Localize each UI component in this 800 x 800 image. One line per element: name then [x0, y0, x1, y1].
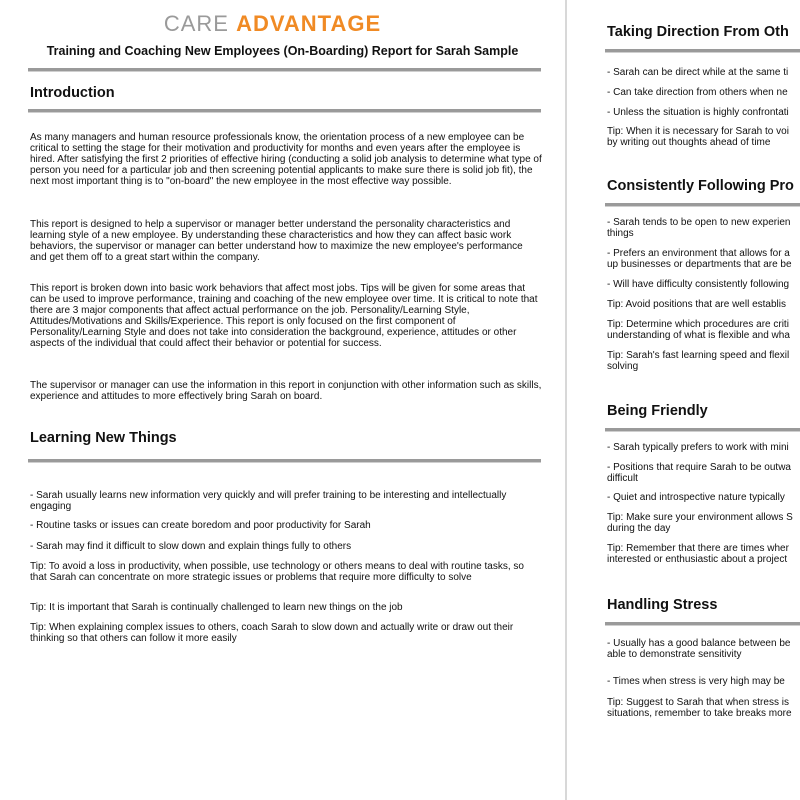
procedures-tip: Tip: Determine which procedures are criti — [607, 319, 789, 330]
procedures-tip: solving — [607, 361, 639, 372]
stress-item: able to demonstrate sensitivity — [607, 649, 742, 660]
learning-tip: Tip: It is important that Sarah is continually challenged to learn new things on the job — [30, 602, 403, 613]
report-page-right — [567, 0, 800, 800]
learning-item: - Routine tasks or issues can create boredom and poor productivity for Sarah — [30, 520, 371, 531]
intro-paragraph: The supervisor or manager can use the information in this report in conjunction with other information such as skills, experience and attitudes to more effectively bring Sarah on board. — [30, 380, 542, 402]
section-title-direction: Taking Direction From Oth — [607, 24, 789, 40]
procedures-tip: Tip: Avoid positions that are well establis — [607, 299, 786, 310]
intro-paragraph: This report is broken down into basic work behaviors that affect most jobs. Tips will be given for some areas that can be used to improve performance, training and coaching of the new employee over time. It is critical to note that there are 3 major components that affect actual performance on the job. Personality/Learning Style, Attitudes/Motivations and Skills/Experience. This report is only focused on the first component of Personality/Learning Style and does not take into consideration the background, experience, attitudes or other aspects of the individual that could affect their behavior or potential for success. — [30, 283, 538, 349]
section-title-friendly: Being Friendly — [607, 403, 708, 419]
logo-care-text: CARE — [163, 11, 229, 36]
learning-tip: Tip: To avoid a loss in productivity, when possible, use technology or others means to deal with routine tasks, so that Sarah can concentrate on more strategic issues or problems that require more difficulty to solve — [30, 561, 524, 583]
procedures-item: things — [607, 228, 634, 239]
section-divider — [605, 203, 800, 207]
intro-paragraph: As many managers and human resource professionals know, the orientation process of a new employee can be critical to setting the stage for their motivation and productivity for months and even years after the employee is hired. After satisfying the first 2 priorities of effective hiring (conducting a solid job analysis to determine what type of person you need for a particular job and then screening potential applicants to make sure there is solid job fit), the next most important thing is to "on-board" the new employee in the most effective way possible. — [30, 132, 542, 187]
stress-item: - Times when stress is very high may be — [607, 676, 785, 687]
stress-item: - Usually has a good balance between be — [607, 638, 791, 649]
friendly-item: - Sarah typically prefers to work with mini — [607, 442, 789, 453]
learning-item: - Sarah may find it difficult to slow down and explain things fully to others — [30, 541, 352, 552]
friendly-tip: during the day — [607, 523, 671, 534]
section-title-stress: Handling Stress — [607, 597, 718, 613]
section-divider — [28, 459, 541, 463]
direction-item: - Can take direction from others when ne — [607, 87, 788, 98]
stress-tip: Tip: Suggest to Sarah that when stress is — [607, 697, 789, 708]
procedures-tip: understanding of what is flexible and wha — [607, 330, 790, 341]
direction-tip: by writing out thoughts ahead of time — [607, 137, 771, 148]
section-divider — [605, 49, 800, 53]
learning-tip: Tip: When explaining complex issues to others, coach Sarah to slow down and actually write or draw out their thinking so that others can follow it more easily — [30, 622, 514, 644]
report-title: Training and Coaching New Employees (On-Boarding) Report for Sarah Sample — [46, 44, 519, 58]
section-divider — [605, 622, 800, 626]
friendly-item: - Positions that require Sarah to be outwa — [607, 462, 791, 473]
title-divider — [28, 68, 541, 72]
stress-tip: situations, remember to take breaks more — [607, 708, 792, 719]
friendly-item: difficult — [607, 473, 638, 484]
learning-item: - Sarah usually learns new information very quickly and will prefer training to be interesting and intellectually engaging — [30, 490, 507, 512]
logo-advantage-text: ADVANTAGE — [236, 11, 382, 36]
procedures-item: - Sarah tends to be open to new experien — [607, 217, 791, 228]
section-divider — [605, 428, 800, 432]
friendly-tip: Tip: Remember that there are times wher — [607, 543, 789, 554]
section-divider — [28, 109, 541, 113]
procedures-item: - Will have difficulty consistently following — [607, 279, 790, 290]
friendly-tip: Tip: Make sure your environment allows S — [607, 512, 793, 523]
friendly-tip: interested or enthusiastic about a project — [607, 554, 788, 565]
section-title-learning: Learning New Things — [30, 430, 177, 446]
friendly-item: - Quiet and introspective nature typically — [607, 492, 785, 503]
care-advantage-logo — [0, 11, 545, 37]
direction-item: - Sarah can be direct while at the same ti — [607, 67, 789, 78]
procedures-item: - Prefers an environment that allows for a — [607, 248, 790, 259]
procedures-item: up businesses or departments that are be — [607, 259, 792, 270]
section-title-introduction: Introduction — [30, 85, 115, 101]
intro-paragraph: This report is designed to help a supervisor or manager better understand the personality characteristics and learning style of a new employee. By understanding these characteristics and how they can affect basic work behaviors, the supervisor or manager can better understand how to maximize the new employee's performance and get them off to a great start within the company. — [30, 219, 523, 263]
direction-item: - Unless the situation is highly confrontati — [607, 107, 789, 118]
direction-tip: Tip: When it is necessary for Sarah to voi — [607, 126, 789, 137]
section-title-procedures: Consistently Following Pro — [607, 178, 794, 194]
procedures-tip: Tip: Sarah's fast learning speed and flexil — [607, 350, 790, 361]
